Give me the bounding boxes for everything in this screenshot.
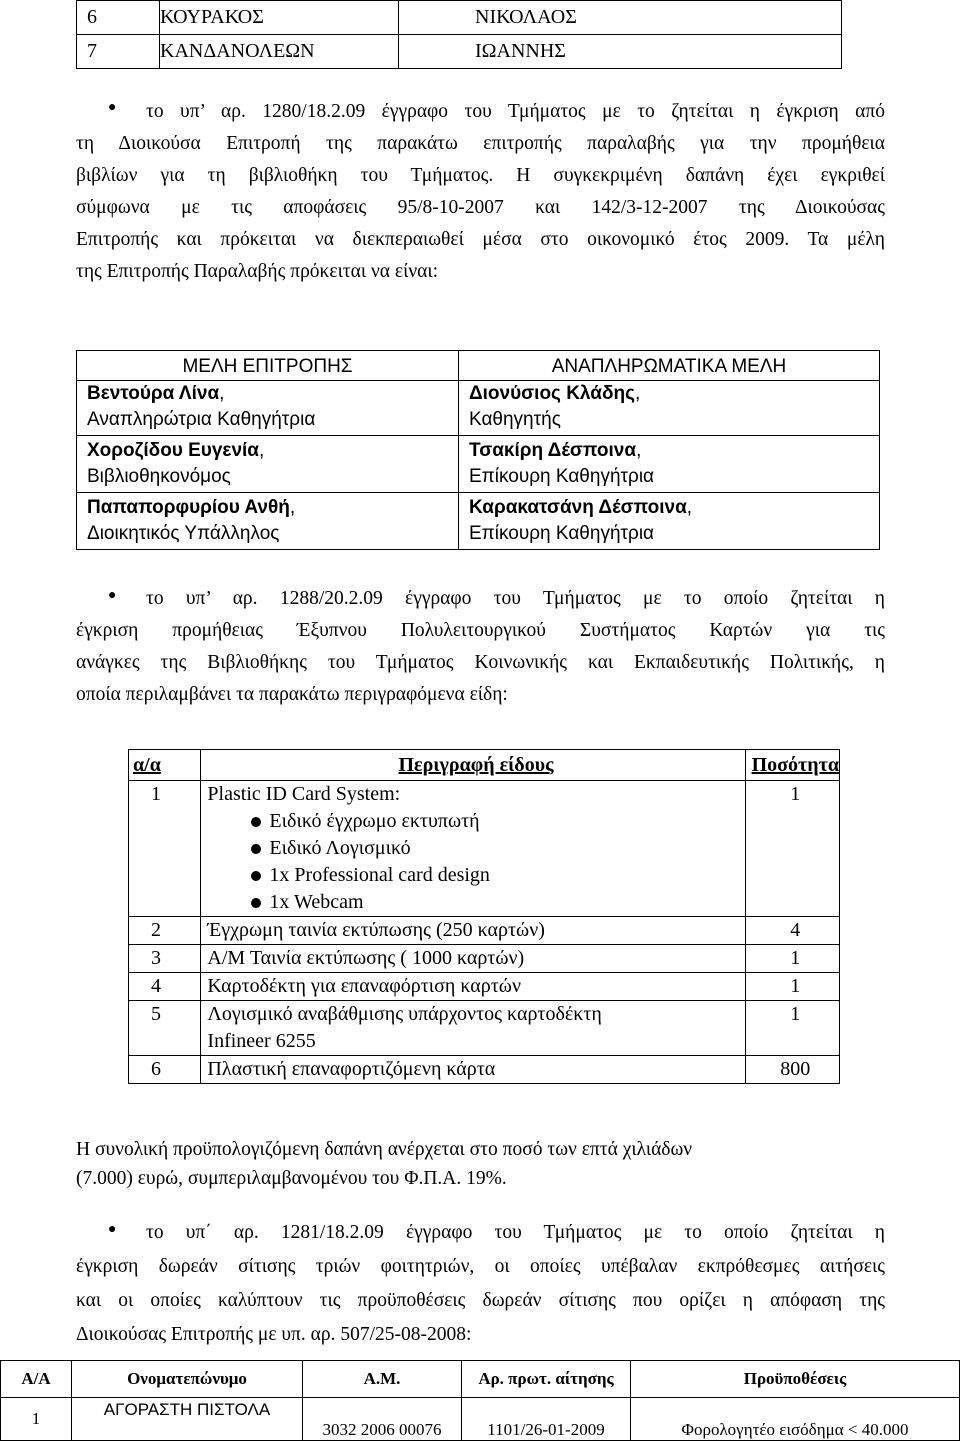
item-desc: Έγχρωμη ταινία εκτύπωσης (250 καρτών) (201, 917, 745, 945)
item-desc-cell (201, 781, 745, 917)
member-name: Παπαπορφυρίου Ανθή (87, 497, 290, 518)
member-cell: Παπαπορφυρίου Ανθή, Διοικητικός Υπάλληλος (77, 493, 459, 550)
header-req: Προϋποθέσεις (631, 1361, 960, 1398)
header-am: Α.Μ. (303, 1361, 462, 1398)
paragraph-line: τη Διοικούσα Επιτροπή της παρακάτω επιτροπής παραλαβής για την προμήθεια (76, 133, 885, 154)
member-name: Βεντούρα Λίνα (87, 383, 220, 404)
item-qty: 1 (745, 1001, 839, 1056)
table-header-row (129, 750, 840, 781)
item-desc: Plastic ID Card System: (207, 783, 401, 805)
sub-item (207, 835, 744, 862)
sub-item (207, 889, 744, 916)
table-row (129, 1056, 840, 1084)
header-prot: Αρ. πρωτ. αίτησης (462, 1361, 631, 1398)
table-row (129, 781, 840, 917)
paragraph-line: (7.000) ευρώ, συμπεριλαμβανομένου του Φ.Π.Α. 19%. (76, 1168, 507, 1189)
item-desc: Α/Μ Ταινία εκτύπωσης ( 1000 καρτών) (201, 945, 745, 973)
member-cell: Χοροζίδου Ευγενία, Βιβλιοθηκονόμος (77, 436, 459, 493)
table-row (129, 917, 840, 945)
paragraph-line: βιβλίων για τη βιβλιοθήκη του Τμήματος. Η συγκεκριμένη δαπάνη έχει εγκριθεί (76, 165, 885, 186)
substitute-cell: Τσακίρη Δέσποινα, Επίκουρη Καθηγήτρια (459, 436, 880, 493)
item-num: 1 (129, 781, 201, 917)
table-header-row (1, 1361, 960, 1398)
item-num: 4 (129, 973, 201, 1001)
items-table (128, 749, 840, 1084)
paragraph-meals (76, 1217, 885, 1353)
substitute-name: Καρακατσάνη Δέσποινα (469, 497, 687, 518)
student-am: 3032 2006 00076 (303, 1398, 462, 1441)
total-cost-paragraph (76, 1134, 885, 1192)
sub-item-text: Ειδικό Λογισμικό (269, 837, 411, 859)
item-qty: 4 (745, 917, 839, 945)
item-qty: 1 (745, 781, 839, 917)
paragraph-line: ανάγκες της Βιβλιοθήκης του Τμήματος Κοινωνικής και Εκπαιδευτικής Πολιτικής, η (76, 652, 885, 673)
top-names-table (76, 0, 842, 69)
paragraph-line: Διοικούσας Επιτροπής με υπ. αρ. 507/25-08-2008: (76, 1324, 472, 1345)
table-row (129, 1001, 840, 1056)
header-num: α/α (129, 750, 201, 781)
substitute-name: Διονύσιος Κλάδης (469, 383, 635, 404)
paragraph-line: σύμφωνα με τις αποφάσεις 95/8-10-2007 και 142/3-12-2007 της Διοικούσας (76, 197, 885, 218)
table-row (77, 436, 880, 493)
substitute-name: Τσακίρη Δέσποινα (469, 440, 637, 461)
student-prot: 1101/26-01-2009 (462, 1398, 631, 1441)
item-qty: 1 (745, 945, 839, 973)
substitute-role: Καθηγητής (469, 409, 561, 430)
substitute-cell: Καρακατσάνη Δέσποινα, Επίκουρη Καθηγήτρια (459, 493, 880, 550)
bullet-icon: ● (108, 1222, 117, 1237)
table-row (77, 35, 842, 69)
sub-item (207, 808, 744, 835)
sub-item-text: 1x Professional card design (269, 864, 490, 886)
paragraph-line: Η συνολική προϋπολογιζόμενη δαπάνη ανέρχεται στο ποσό των επτά χιλιάδων (76, 1139, 693, 1160)
table-row (1, 1398, 960, 1441)
member-name: Χοροζίδου Ευγενία (87, 440, 259, 461)
member-role: Διοικητικός Υπάλληλος (87, 523, 280, 544)
paragraph-line: της Επιτροπής Παραλαβής πρόκειται να είναι: (76, 261, 439, 282)
sub-item-text: 1x Webcam (269, 891, 364, 913)
member-role: Βιβλιοθηκονόμος (87, 466, 231, 487)
surname-cell: ΚΟΥΡΑΚΟΣ (160, 1, 399, 35)
substitute-role: Επίκουρη Καθηγήτρια (469, 466, 655, 487)
substitute-cell: Διονύσιος Κλάδης, Καθηγητής (459, 381, 880, 436)
member-role: Αναπληρώτρια Καθηγήτρια (87, 409, 316, 430)
header-members: ΜΕΛΗ ΕΠΙΤΡΟΠΗΣ (77, 351, 459, 381)
paragraph-line: έγκριση προμήθειας Έξυπνου Πολυλειτουργικού Συστήματος Καρτών για τις (76, 620, 885, 641)
table-row (77, 1, 842, 35)
bullet-icon (251, 844, 261, 854)
bullet-icon (251, 898, 261, 908)
header-desc: Περιγραφή είδους (201, 750, 745, 781)
student-name: ΑΓΟΡΑΣΤΗ ΠΙΣΤΟΛΑ (72, 1398, 303, 1441)
surname-cell: ΚΑΝΔΑΝΟΛΕΩΝ (160, 35, 399, 69)
bullet-icon (251, 871, 261, 881)
item-qty: 1 (745, 973, 839, 1001)
bullet-icon: ● (108, 588, 117, 603)
item-num: 2 (129, 917, 201, 945)
paragraph-line: το υπ’ αρ. 1280/18.2.09 έγγραφο του Τμήματος με το ζητείται η έγκριση από (146, 101, 885, 122)
substitute-role: Επίκουρη Καθηγήτρια (469, 523, 655, 544)
paragraph-line: και οι οποίες καλύπτουν τις προϋποθέσεις δωρεάν σίτισης που ορίζει η απόφαση της (76, 1290, 885, 1311)
students-table (0, 1360, 960, 1441)
bullet-icon (251, 817, 261, 827)
table-header-row (77, 351, 880, 381)
student-req: Φορολογητέο εισόδημα < 40.000 (631, 1398, 960, 1441)
paragraph-line: Επιτροπής και πρόκειται να διεκπεραιωθεί μέσα στο οικονομικό έτος 2009. Τα μέλη (76, 229, 885, 250)
bullet-icon: ● (108, 100, 117, 115)
header-qty: Ποσότητα (745, 750, 839, 781)
committee-table (76, 350, 880, 550)
sub-item-text: Ειδικό έγχρωμο εκτυπωτή (269, 810, 480, 832)
student-aa: 1 (1, 1398, 72, 1441)
item-desc: Λογισμικό αναβάθμισης υπάρχοντος καρτοδέκτη Infineer 6255 (201, 1001, 745, 1056)
item-qty: 800 (745, 1056, 839, 1084)
paragraph-line: το υπ’ αρ. 1288/20.2.09 έγγραφο του Τμήματος με το οποίο ζητείται η (146, 588, 885, 609)
table-row (129, 945, 840, 973)
paragraph-book-committee (76, 96, 885, 288)
member-cell: Βεντούρα Λίνα, Αναπληρώτρια Καθηγήτρια (77, 381, 459, 436)
paragraph-line: έγκριση δωρεάν σίτισης τριών φοιτητριών, οι οποίες υπέβαλαν εκπρόθεσμες αιτήσεις (76, 1256, 885, 1277)
paragraph-line: το υπ΄ αρ. 1281/18.2.09 έγγραφο του Τμήματος με το οποίο ζητείται η (146, 1222, 885, 1243)
row-number: 7 (77, 35, 160, 69)
paragraph-line: οποία περιλαμβάνει τα παρακάτω περιγραφόμενα είδη: (76, 684, 508, 705)
item-desc: Καρτοδέκτη για επαναφόρτιση καρτών (201, 973, 745, 1001)
name-cell: ΙΩΑΝΝΗΣ (399, 35, 842, 69)
table-row (129, 973, 840, 1001)
header-name: Ονοματεπώνυμο (72, 1361, 303, 1398)
row-number: 6 (77, 1, 160, 35)
item-desc: Πλαστική επαναφορτιζόμενη κάρτα (201, 1056, 745, 1084)
item-num: 6 (129, 1056, 201, 1084)
paragraph-card-system (76, 583, 885, 711)
item-num: 3 (129, 945, 201, 973)
table-row (77, 493, 880, 550)
name-cell: ΝΙΚΟΛΑΟΣ (399, 1, 842, 35)
sub-item (207, 862, 744, 889)
item-num: 5 (129, 1001, 201, 1056)
header-substitutes: ΑΝΑΠΛΗΡΩΜΑΤΙΚΑ ΜΕΛΗ (459, 351, 880, 381)
header-aa: Α/Α (1, 1361, 72, 1398)
table-row (77, 381, 880, 436)
